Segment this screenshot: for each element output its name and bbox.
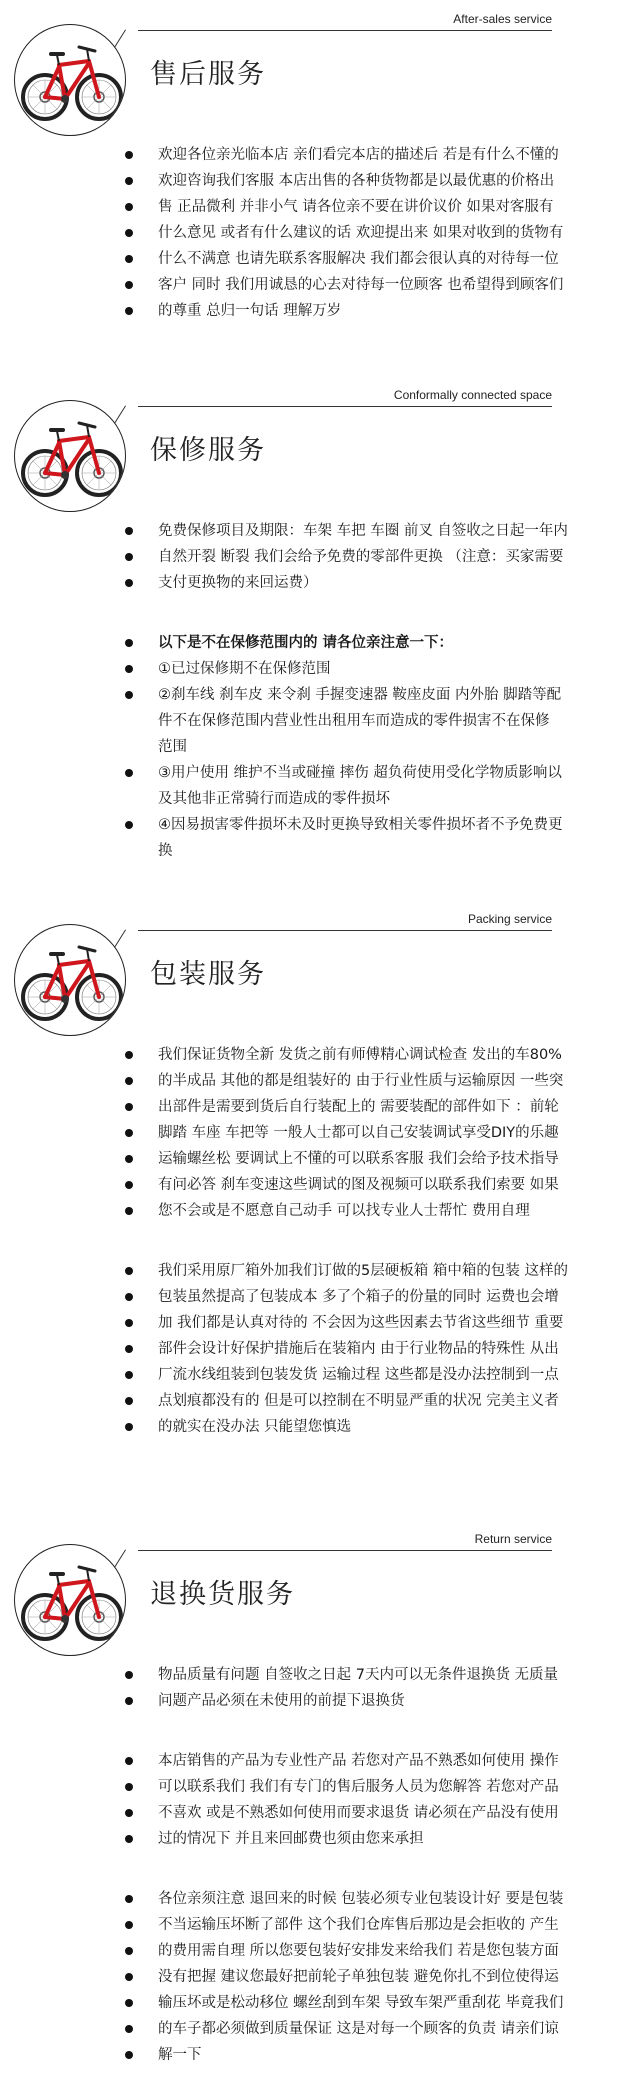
list-item xyxy=(0,760,640,786)
list-item xyxy=(0,734,640,760)
list-item-text: 欢迎咨询我们客服 本店出售的各种货物都是以最优惠的价格出 xyxy=(158,173,555,189)
list-item xyxy=(0,298,640,324)
bullet-dot xyxy=(125,579,133,587)
list-item-text: 脚踏 车座 车把等 一般人士都可以自己安装调试享受DIY的乐趣 xyxy=(158,1125,559,1141)
bullet-dot xyxy=(125,769,133,777)
bullet-dot xyxy=(125,255,133,263)
list-item xyxy=(0,1688,640,1714)
list-item xyxy=(0,1990,640,2016)
list-item xyxy=(0,1388,640,1414)
bullet-dot xyxy=(125,1371,133,1379)
list-item xyxy=(0,1094,640,1120)
section-en-label: Conformally connected space xyxy=(393,388,552,402)
list-item xyxy=(0,1310,640,1336)
bullet-dot xyxy=(125,821,133,829)
list-item xyxy=(0,1336,640,1362)
section-title: 售后服务 xyxy=(150,59,266,90)
bullet-dot xyxy=(125,1397,133,1405)
bullet-dot xyxy=(125,1077,133,1085)
bullet-dot xyxy=(125,691,133,699)
divider xyxy=(138,406,552,407)
bicycle-badge xyxy=(14,400,126,512)
list-item xyxy=(0,630,640,656)
list-item-text: 加 我们都是认真对待的 不会因为这些因素去节省这些细节 重要 xyxy=(158,1315,564,1331)
list-item xyxy=(0,1748,640,1774)
bullet-dot xyxy=(125,1155,133,1163)
list-item-text: 物品质量有问题 自签收之日起 7天内可以无条件退换货 无质量 xyxy=(158,1667,559,1683)
list-item xyxy=(0,246,640,272)
bicycle-icon xyxy=(15,1545,125,1655)
bullet-dot xyxy=(125,307,133,315)
bullet-dot xyxy=(125,1181,133,1189)
list-item-text: 过的情况下 并且来回邮费也须由您来承担 xyxy=(158,1831,424,1847)
list-item xyxy=(0,272,640,298)
bullet-dot xyxy=(125,1921,133,1929)
list-item-text: 厂流水线组装到包装发货 运输过程 这些都是没办法控制到一点 xyxy=(158,1367,559,1383)
bullet-dot xyxy=(125,1895,133,1903)
bicycle-badge xyxy=(14,24,126,136)
bullet-dot xyxy=(125,1293,133,1301)
list-item xyxy=(0,1662,640,1688)
list-item-text: 点划痕都没有的 但是可以控制在不明显严重的状况 完美主义者 xyxy=(158,1393,559,1409)
list-item-text: 以下是不在保修范围内的 请各位亲注意一下： xyxy=(158,635,454,651)
list-item xyxy=(0,812,640,838)
list-item xyxy=(0,838,640,864)
list-item-text: 我们采用原厂箱外加我们订做的5层硬板箱 箱中箱的包装 这样的 xyxy=(158,1263,568,1279)
list-item xyxy=(0,142,640,168)
bicycle-icon xyxy=(15,401,125,511)
list-item xyxy=(0,1042,640,1068)
list-item-text: ②刹车线 刹车皮 来令刹 手握变速器 鞍座皮面 内外胎 脚踏等配 xyxy=(158,687,562,703)
bullet-dot xyxy=(125,281,133,289)
bullet-dot xyxy=(125,1809,133,1817)
list-item xyxy=(0,656,640,682)
list-item-text: 没有把握 建议您最好把前轮子单独包装 避免你扎不到位使得运 xyxy=(158,1969,559,1985)
list-item xyxy=(0,1938,640,1964)
section-title: 退换货服务 xyxy=(150,1579,295,1610)
list-item-text: 有问必答 刹车变速这些调试的图及视频可以联系我们索要 如果 xyxy=(158,1177,559,1193)
bullet-dot xyxy=(125,1423,133,1431)
list-item xyxy=(0,1826,640,1852)
list-item-text: 售 正品微利 并非小气 请各位亲不要在讲价议价 如果对客服有 xyxy=(158,199,554,215)
bicycle-icon xyxy=(15,925,125,1035)
list-item xyxy=(0,544,640,570)
bicycle-badge xyxy=(14,924,126,1036)
list-item-text: 免费保修项目及期限：车架 车把 车圈 前叉 自签收之日起一年内 xyxy=(158,523,568,539)
list-item xyxy=(0,1414,640,1440)
section-en-label: After-sales service xyxy=(453,12,552,26)
list-item xyxy=(0,1284,640,1310)
list-item-text: 不当运输压坏断了部件 这个我们仓库售后那边是会拒收的 产生 xyxy=(158,1917,559,1933)
list-item-text: 运输螺丝松 要调试上不懂的可以联系客服 我们会给予技术指导 xyxy=(158,1151,559,1167)
bullet-dot xyxy=(125,665,133,673)
list-item-text: 不喜欢 或是不熟悉如何使用而要求退货 请必须在产品没有使用 xyxy=(158,1805,559,1821)
list-item-text: 的车子都必须做到质量保证 这是对每一个顾客的负责 请亲们谅 xyxy=(158,2021,559,2037)
divider xyxy=(138,30,552,31)
divider xyxy=(138,1550,552,1551)
list-item xyxy=(0,682,640,708)
bullet-dot xyxy=(125,2051,133,2059)
bullet-dot xyxy=(125,1783,133,1791)
list-item-text: 我们保证货物全新 发货之前有师傅精心调试检查 发出的车80% xyxy=(158,1047,562,1063)
list-item xyxy=(0,1120,640,1146)
bicycle-icon xyxy=(15,25,125,135)
list-item xyxy=(0,1774,640,1800)
list-item xyxy=(0,708,640,734)
list-item-text: 出部件是需要到货后自行装配上的 需要装配的部件如下 ：前轮 xyxy=(158,1099,559,1115)
list-item-text: 什么意见 或者有什么建议的话 欢迎提出来 如果对收到的货物有 xyxy=(158,225,564,241)
bullet-dot xyxy=(125,2025,133,2033)
list-item-text: 问题产品必须在未使用的前提下退换货 xyxy=(158,1693,405,1709)
bicycle-badge xyxy=(14,1544,126,1656)
list-item-text: 欢迎各位亲光临本店 亲们看完本店的描述后 若是有什么不懂的 xyxy=(158,147,559,163)
bullet-dot xyxy=(125,1671,133,1679)
list-item-text: 包装虽然提高了包装成本 多了个箱子的份量的同时 运费也会增 xyxy=(158,1289,559,1305)
list-item-text: 换 xyxy=(158,843,173,859)
list-item-text: ③用户使用 维护不当或碰撞 摔伤 超负荷使用受化学物质影响以 xyxy=(158,765,562,781)
list-item-text: 客户 同时 我们用诚恳的心去对待每一位顾客 也希望得到顾客们 xyxy=(158,277,564,293)
list-item xyxy=(0,518,640,544)
section-en-label: Packing service xyxy=(467,912,552,926)
list-item-text: 可以联系我们 我们有专门的售后服务人员为您解答 若您对产品 xyxy=(158,1779,559,1795)
bullet-dot xyxy=(125,1835,133,1843)
section-en-label: Return service xyxy=(474,1532,552,1546)
bullet-dot xyxy=(125,203,133,211)
list-item xyxy=(0,570,640,596)
list-item xyxy=(0,1800,640,1826)
list-item-text: 输压坏或是松动移位 螺丝刮到车架 导致车架严重刮花 毕竟我们 xyxy=(158,1995,564,2011)
list-item xyxy=(0,1172,640,1198)
list-item xyxy=(0,220,640,246)
list-item-text: 范围 xyxy=(158,739,187,755)
bullet-dot xyxy=(125,1999,133,2007)
list-item-text: 的就实在没办法 只能望您慎选 xyxy=(158,1419,352,1435)
list-item xyxy=(0,1068,640,1094)
list-item xyxy=(0,1198,640,1224)
divider xyxy=(138,930,552,931)
list-item xyxy=(0,1886,640,1912)
list-item-text: 件不在保修范围内营业性出租用车而造成的零件损害不在保修 xyxy=(158,713,550,729)
bullet-dot xyxy=(125,151,133,159)
bullet-dot xyxy=(125,1207,133,1215)
bullet-dot xyxy=(125,1973,133,1981)
list-item xyxy=(0,786,640,812)
bullet-dot xyxy=(125,1319,133,1327)
list-item xyxy=(0,2042,640,2068)
list-item-text: ①已过保修期不在保修范围 xyxy=(158,661,331,677)
bullet-dot xyxy=(125,1697,133,1705)
list-item-text: 您不会或是不愿意自己动手 可以找专业人士帮忙 费用自理 xyxy=(158,1203,530,1219)
bullet-dot xyxy=(125,527,133,535)
list-item xyxy=(0,1146,640,1172)
list-item xyxy=(0,2016,640,2042)
list-item-text: 自然开裂 断裂 我们会给予免费的零部件更换 （注意：买家需要 xyxy=(158,549,564,565)
bullet-dot xyxy=(125,1947,133,1955)
list-item-text: 及其他非正常骑行而造成的零件损坏 xyxy=(158,791,390,807)
bullet-dot xyxy=(125,229,133,237)
list-item-text: 支付更换物的来回运费） xyxy=(158,575,318,591)
list-item-text: 部件会设计好保护措施后在装箱内 由于行业物品的特殊性 从出 xyxy=(158,1341,559,1357)
list-item-text: 的半成品 其他的都是组装好的 由于行业性质与运输原因 一些突 xyxy=(158,1073,564,1089)
bullet-dot xyxy=(125,1757,133,1765)
section-title: 保修服务 xyxy=(150,435,266,466)
list-item-text: 的费用需自理 所以您要包装好安排发来给我们 若是您包装方面 xyxy=(158,1943,559,1959)
bullet-dot xyxy=(125,1103,133,1111)
bullet-dot xyxy=(125,177,133,185)
list-item-text: 各位亲须注意 退回来的时候 包装必须专业包装设计好 要是包装 xyxy=(158,1891,564,1907)
list-item xyxy=(0,1964,640,1990)
bullet-dot xyxy=(125,1051,133,1059)
list-item xyxy=(0,1258,640,1284)
bullet-dot xyxy=(125,639,133,647)
list-item-text: ④因易损害零件损坏未及时更换导致相关零件损坏者不予免费更 xyxy=(158,817,563,833)
list-item-text: 的尊重 总归一句话 理解万岁 xyxy=(158,303,342,319)
list-item xyxy=(0,1362,640,1388)
bullet-dot xyxy=(125,1129,133,1137)
list-item-text: 什么不满意 也请先联系客服解决 我们都会很认真的对待每一位 xyxy=(158,251,559,267)
list-item xyxy=(0,1912,640,1938)
list-item xyxy=(0,194,640,220)
bullet-dot xyxy=(125,1345,133,1353)
bullet-dot xyxy=(125,553,133,561)
list-item xyxy=(0,168,640,194)
section-title: 包装服务 xyxy=(150,959,266,990)
list-item-text: 解一下 xyxy=(158,2047,202,2063)
bullet-dot xyxy=(125,1267,133,1275)
list-item-text: 本店销售的产品为专业性产品 若您对产品不熟悉如何使用 操作 xyxy=(158,1753,559,1769)
